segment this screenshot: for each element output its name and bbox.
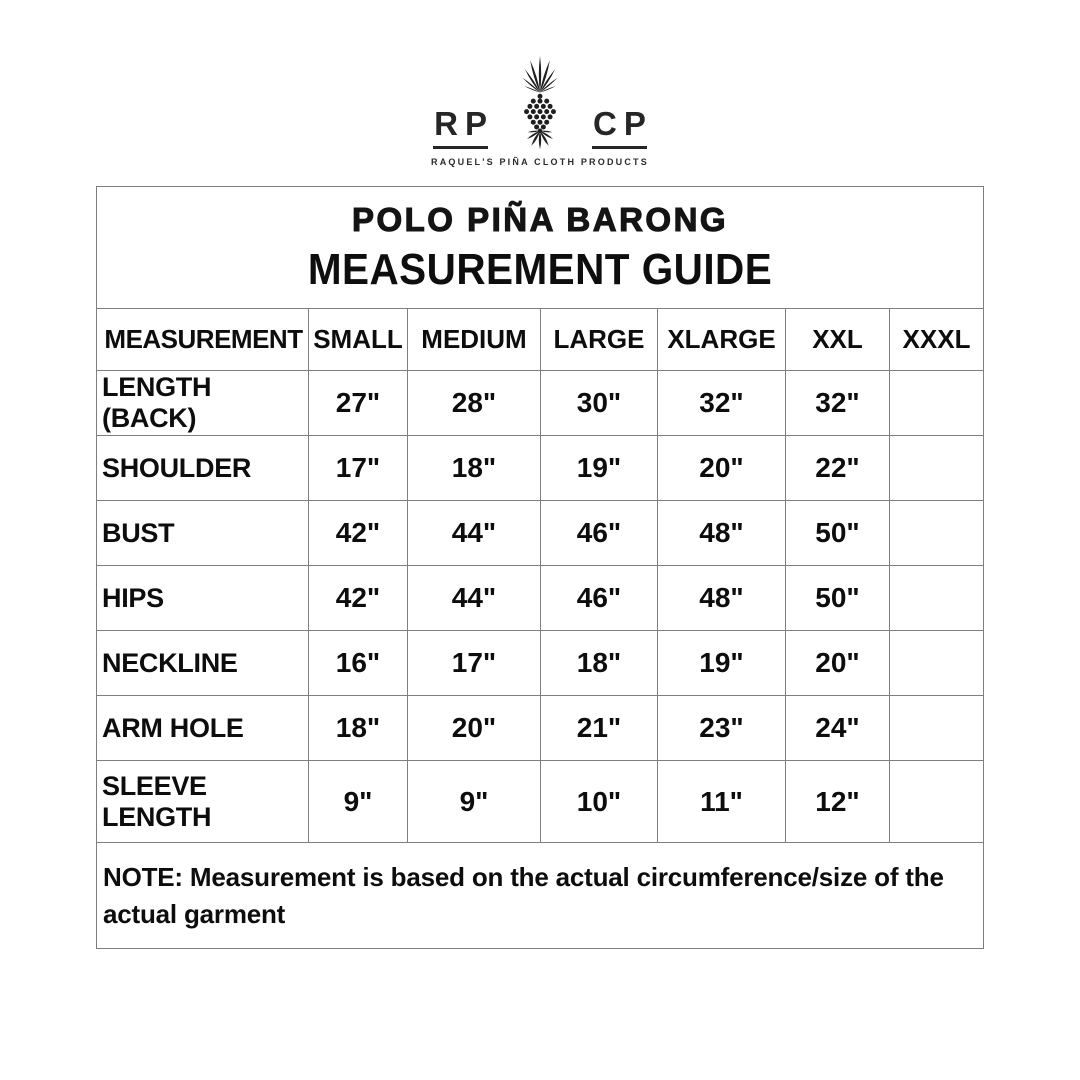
measurement-value-cell: 44" [408, 501, 541, 566]
row-label: LENGTH (BACK) [97, 371, 309, 436]
measurement-value-cell: 20" [658, 436, 786, 501]
logo-right-letters: CP [593, 105, 653, 142]
brand-logo [0, 54, 1080, 167]
note-cell [97, 843, 984, 949]
measurement-value-cell: 17" [408, 631, 541, 696]
row-label: SLEEVE LENGTH [97, 761, 309, 843]
logo-right-underline [592, 146, 647, 149]
column-header-large: LARGE [541, 309, 658, 371]
row-label: ARM HOLE [97, 696, 309, 761]
table-row [97, 371, 984, 436]
measurement-value-cell: 9" [408, 761, 541, 843]
title-row [97, 187, 984, 309]
measurement-value-cell: 20" [408, 696, 541, 761]
guide-title: MEASUREMENT GUIDE [307, 245, 773, 295]
measurement-value-cell [890, 761, 984, 843]
measurement-value-cell: 21" [541, 696, 658, 761]
table-row [97, 761, 984, 843]
measurement-value-cell: 42" [309, 501, 408, 566]
column-header-small: SMALL [309, 309, 408, 371]
measurement-value-cell: 23" [658, 696, 786, 761]
product-title: POLO PIÑA BARONG [351, 200, 729, 238]
measurement-value-cell: 42" [309, 566, 408, 631]
measurement-sheet [96, 186, 984, 949]
logo-left-letters: RP [434, 105, 494, 142]
note-row [97, 843, 984, 949]
column-header-xxxl: XXXL [890, 309, 984, 371]
measurement-value-cell: 28" [408, 371, 541, 436]
logo-row [427, 54, 653, 152]
row-label: NECKLINE [97, 631, 309, 696]
measurement-value-cell: 50" [786, 566, 890, 631]
measurement-value-cell [890, 631, 984, 696]
measurement-value-cell: 18" [541, 631, 658, 696]
measurement-value-cell: 30" [541, 371, 658, 436]
logo-left-group [427, 107, 494, 149]
table-row [97, 696, 984, 761]
table-header-row [97, 309, 984, 371]
measurement-value-cell: 10" [541, 761, 658, 843]
size-table-body [97, 371, 984, 843]
column-header-xlarge: XLARGE [658, 309, 786, 371]
measurement-value-cell: 50" [786, 501, 890, 566]
measurement-value-cell: 9" [309, 761, 408, 843]
measurement-value-cell: 32" [658, 371, 786, 436]
measurement-value-cell: 19" [541, 436, 658, 501]
logo-right-group [586, 107, 653, 149]
column-header-medium: MEDIUM [408, 309, 541, 371]
measurement-value-cell: 22" [786, 436, 890, 501]
logo-tagline: RAQUEL'S PIÑA CLOTH PRODUCTS [431, 157, 649, 167]
measurement-value-cell: 46" [541, 566, 658, 631]
measurement-value-cell: 48" [658, 566, 786, 631]
table-row [97, 631, 984, 696]
table-row [97, 436, 984, 501]
column-header-xxl: XXL [786, 309, 890, 371]
measurement-value-cell: 24" [786, 696, 890, 761]
measurement-value-cell [890, 371, 984, 436]
pineapple-icon [492, 54, 588, 152]
measurement-value-cell: 46" [541, 501, 658, 566]
measurement-value-cell: 17" [309, 436, 408, 501]
table-row [97, 501, 984, 566]
measurement-value-cell: 27" [309, 371, 408, 436]
measurement-value-cell: 12" [786, 761, 890, 843]
row-label: HIPS [97, 566, 309, 631]
logo-left-underline [433, 146, 488, 149]
column-header-measurement: MEASUREMENT [97, 309, 309, 371]
measurement-value-cell: 44" [408, 566, 541, 631]
measurement-value-cell: 16" [309, 631, 408, 696]
table-row [97, 566, 984, 631]
measurement-value-cell [890, 566, 984, 631]
row-label: SHOULDER [97, 436, 309, 501]
note-text: NOTE: Measurement is based on the actual circumference/size of the actual garment [103, 861, 944, 929]
measurement-value-cell: 11" [658, 761, 786, 843]
measurement-value-cell: 48" [658, 501, 786, 566]
measurement-value-cell: 32" [786, 371, 890, 436]
measurement-value-cell: 19" [658, 631, 786, 696]
measurement-value-cell: 20" [786, 631, 890, 696]
measurement-value-cell [890, 501, 984, 566]
measurement-value-cell: 18" [408, 436, 541, 501]
size-table [96, 186, 984, 949]
title-cell [97, 187, 984, 309]
measurement-value-cell [890, 436, 984, 501]
measurement-value-cell: 18" [309, 696, 408, 761]
row-label: BUST [97, 501, 309, 566]
measurement-value-cell [890, 696, 984, 761]
